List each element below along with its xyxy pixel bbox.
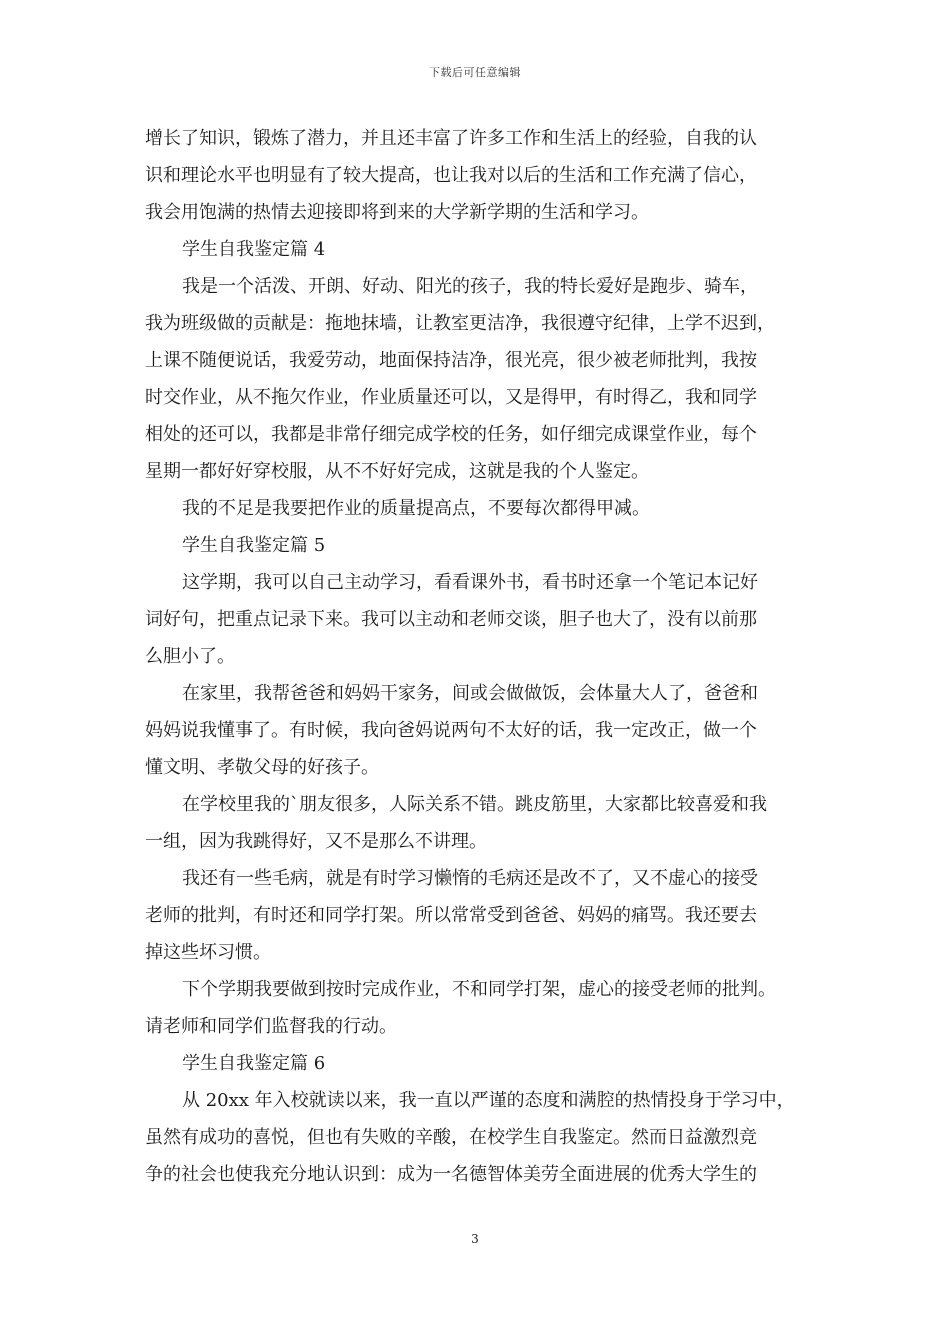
- text-line: 请老师和同学们监督我的行动。: [145, 1016, 397, 1037]
- text-line: 我会用饱满的热情去迎接即将到来的大学新学期的生活和学习。: [145, 202, 649, 223]
- text-line: 么胆小了。: [145, 646, 235, 667]
- text-line: 学生自我鉴定篇 6: [182, 1053, 326, 1074]
- text-line: 识和理论水平也明显有了较大提高，也让我对以后的生活和工作充满了信心，: [145, 165, 757, 186]
- text-line: 在家里，我帮爸爸和妈妈干家务，间或会做做饭，会体量大人了，爸爸和: [182, 683, 758, 704]
- text-line: 一组，因为我跳得好，又不是那么不讲理。: [145, 831, 487, 852]
- text-line: 在学校里我的`朋友很多，人际关系不错。跳皮筋里，大家都比较喜爱和我: [182, 794, 767, 815]
- text-line: 星期一都好好穿校服，从不不好好完成，这就是我的个人鉴定。: [145, 461, 649, 482]
- page-header: 下载后可任意编辑: [429, 66, 521, 79]
- text-line: 相处的还可以，我都是非常仔细完成学校的任务，如仔细完成课堂作业，每个: [145, 424, 757, 445]
- text-line: 从 20xx 年入校就读以来，我一直以严谨的态度和满腔的热情投身于学习中，: [182, 1090, 795, 1111]
- text-line: 我是一个活泼、开朗、好动、阳光的孩子，我的特长爱好是跑步、骑车，: [182, 276, 758, 297]
- text-line: 争的社会也使我充分地认识到：成为一名德智体美劳全面进展的优秀大学生的: [145, 1164, 757, 1185]
- text-line: 下个学期我要做到按时完成作业，不和同学打架，虚心的接受老师的批判。: [182, 979, 776, 1000]
- text-line: 词好句，把重点记录下来。我可以主动和老师交谈，胆子也大了，没有以前那: [145, 609, 757, 630]
- text-line: 这学期，我可以自己主动学习，看看课外书，看书时还拿一个笔记本记好: [182, 572, 758, 593]
- text-line: 我还有一些毛病，就是有时学习懒惰的毛病还是改不了，又不虚心的接受: [182, 868, 758, 889]
- page-number: 3: [471, 1232, 479, 1246]
- text-line: 掉这些坏习惯。: [145, 942, 271, 963]
- text-line: 时交作业，从不拖欠作业，作业质量还可以，又是得甲，有时得乙，我和同学: [145, 387, 757, 408]
- text-line: 上课不随便说话，我爱劳动，地面保持洁净，很光亮，很少被老师批判，我按: [145, 350, 757, 371]
- text-line: 虽然有成功的喜悦，但也有失败的辛酸，在校学生自我鉴定。然而日益激烈竞: [145, 1127, 757, 1148]
- text-line: 懂文明、孝敬父母的好孩子。: [145, 757, 379, 778]
- text-line: 我为班级做的贡献是：拖地抹墙，让教室更洁净，我很遵守纪律，上学不迟到，: [145, 313, 775, 334]
- text-line: 学生自我鉴定篇 5: [182, 535, 326, 556]
- text-line: 我的不足是我要把作业的质量提高点，不要每次都得甲减。: [182, 498, 650, 519]
- text-line: 妈妈说我懂事了。有时候，我向爸妈说两句不太好的话，我一定改正，做一个: [145, 720, 757, 741]
- text-line: 老师的批判，有时还和同学打架。所以常常受到爸爸、妈妈的痛骂。我还要去: [145, 905, 757, 926]
- text-line: 增长了知识，锻炼了潜力，并且还丰富了许多工作和生活上的经验，自我的认: [145, 128, 757, 149]
- document-body: [145, 124, 813, 1197]
- text-line: 学生自我鉴定篇 4: [182, 239, 326, 260]
